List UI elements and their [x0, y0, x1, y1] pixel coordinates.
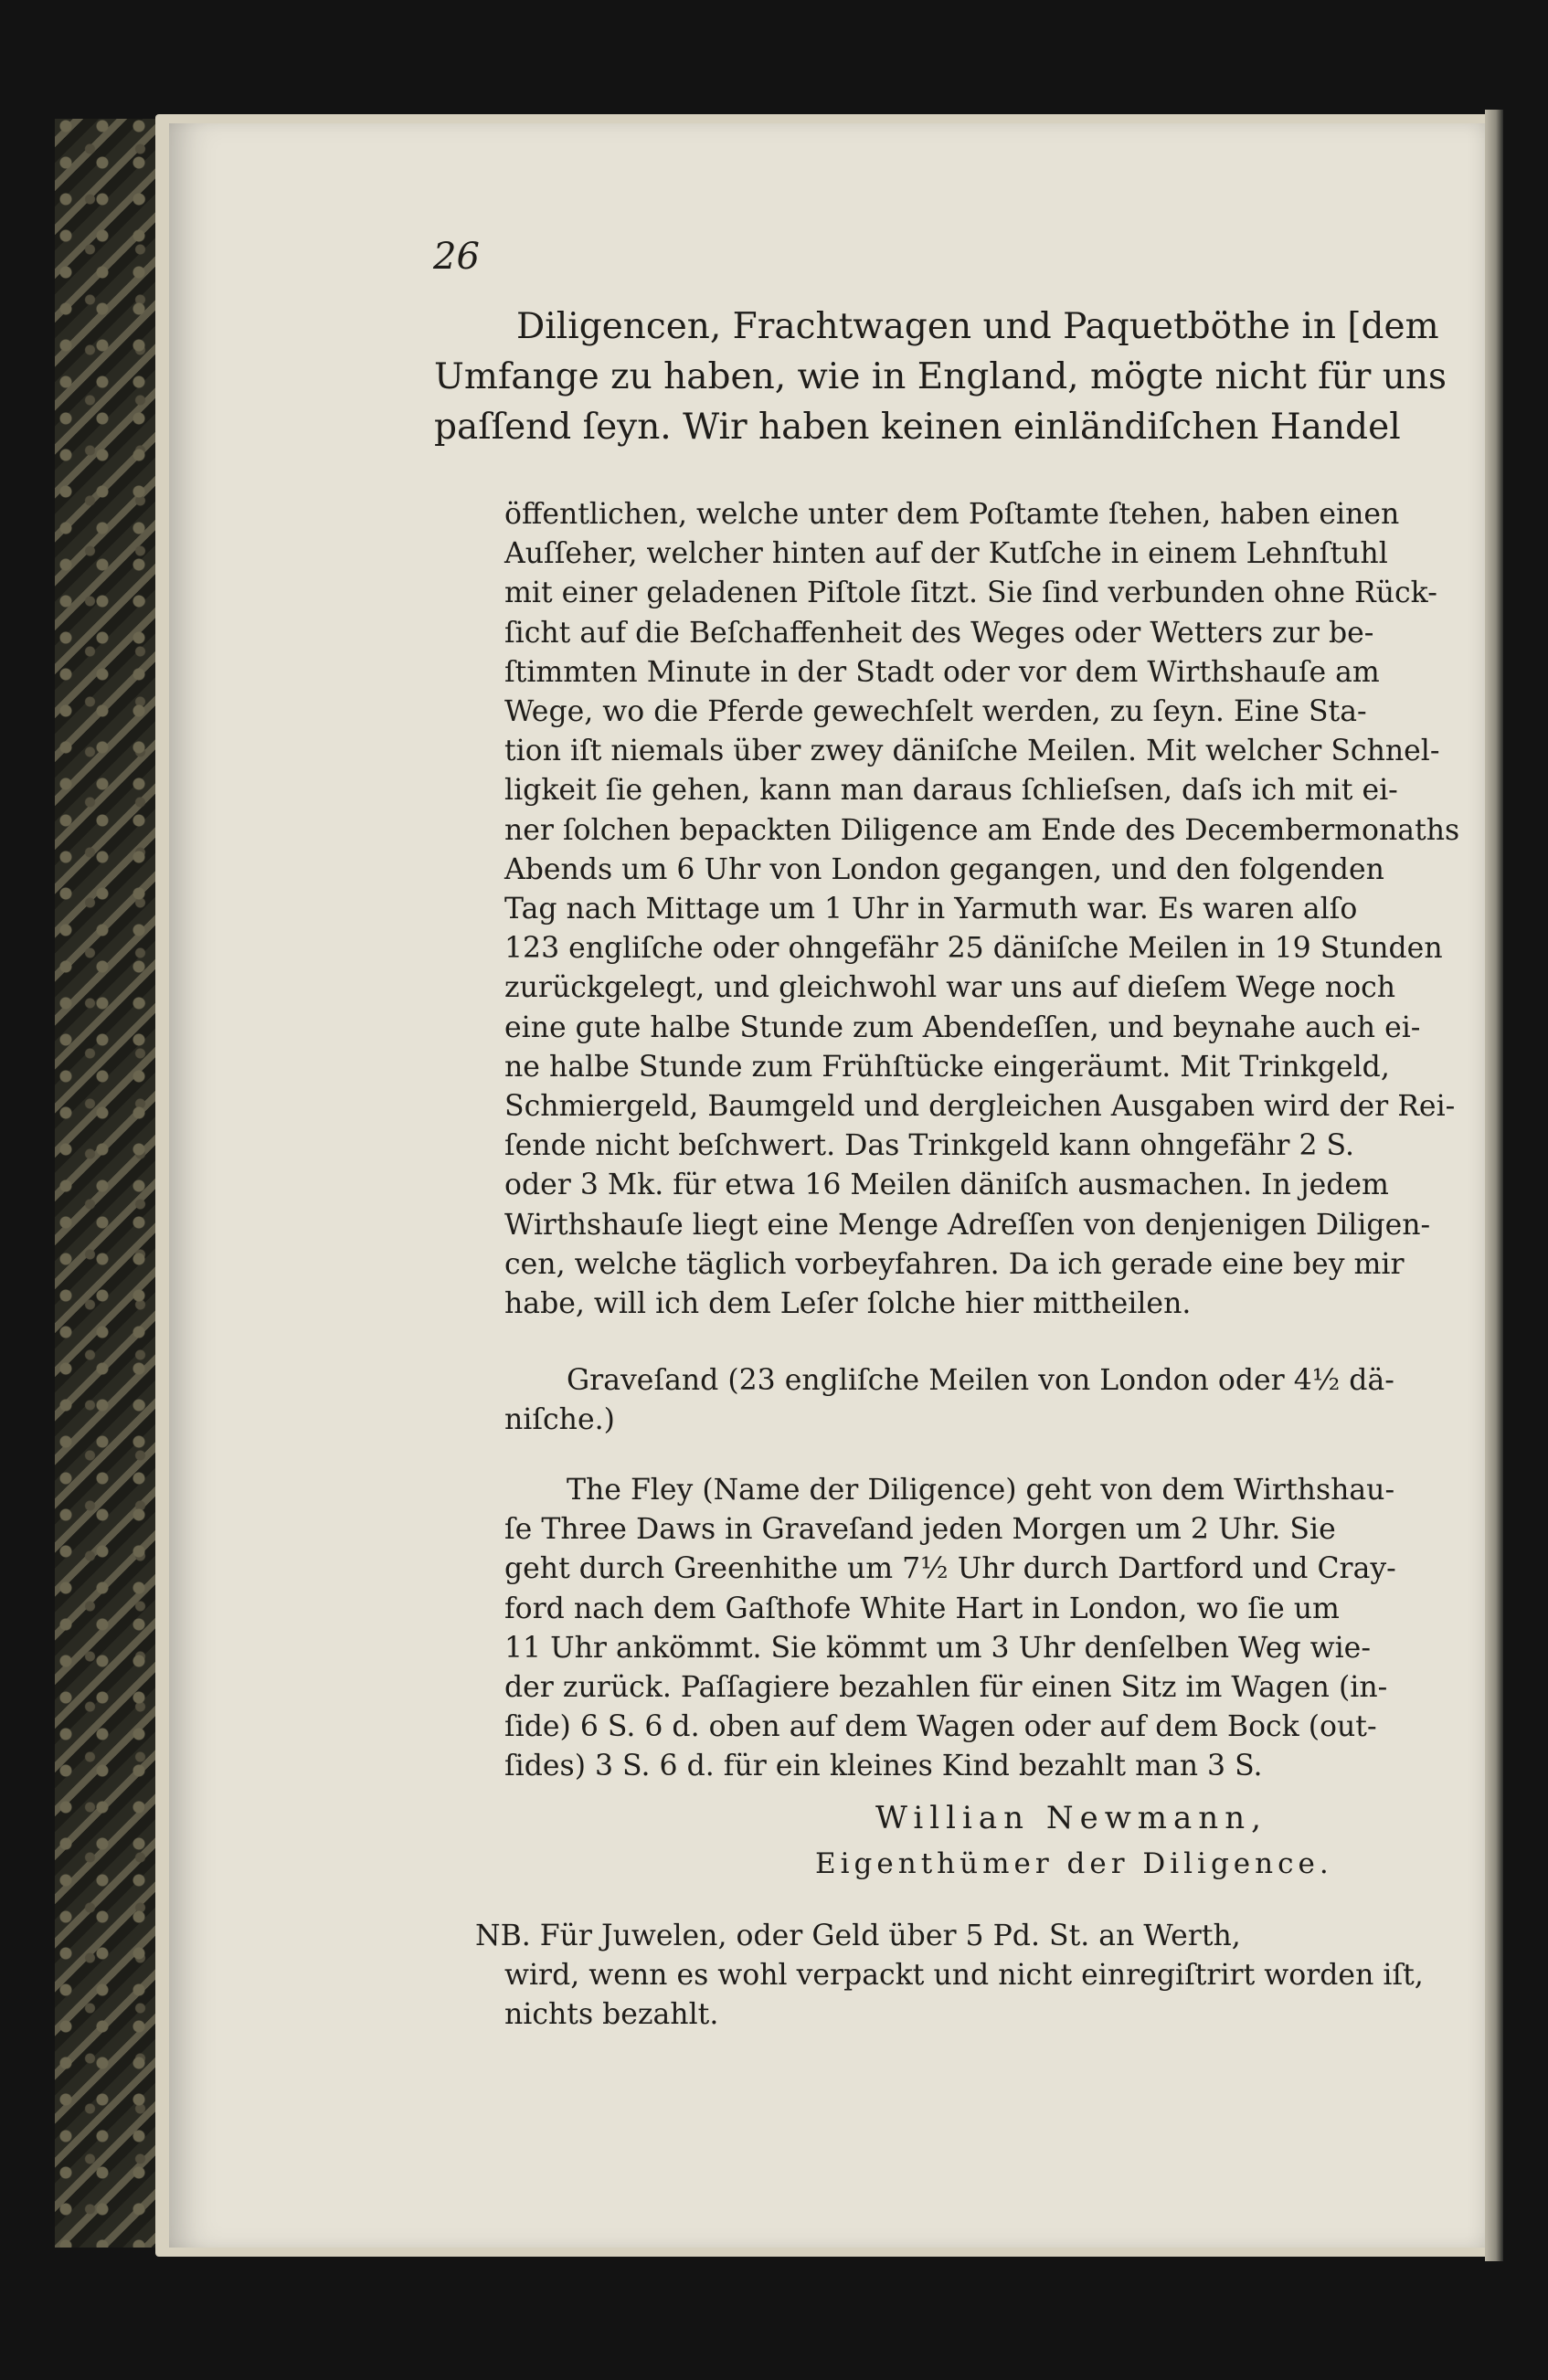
body-line: Auſſeher, welcher hinten auf der Kutſche in einem Lehnſtuhl — [504, 537, 1388, 571]
fley-line: geht durch Greenhithe um 7½ Uhr durch Dartford und Cray- — [504, 1552, 1396, 1586]
marbled-cover — [55, 119, 167, 2248]
body-line: zurückgelegt, und gleichwohl war uns auf dieſem Wege noch — [504, 971, 1396, 1005]
body-line: cen, welche täglich vorbeyfahren. Da ich gerade eine bey mir — [504, 1247, 1405, 1281]
body-line: habe, will ich dem Leſer ſolche hier mittheilen. — [504, 1287, 1192, 1321]
fley-paragraph — [504, 1471, 1400, 1787]
footnote-paragraph — [504, 495, 1460, 1324]
body-line: eine gute halbe Stunde zum Abendeſſen, und beynahe auch ei- — [504, 1010, 1421, 1044]
heading-line: niſche.) — [504, 1403, 615, 1437]
body-line: oder 3 Mk. für etwa 16 Meilen däniſch ausmachen. In jedem — [504, 1169, 1389, 1202]
signature-name: Willian Newmann, — [875, 1800, 1267, 1836]
body-line: Schmiergeld, Baumgeld und dergleichen Ausgaben wird der Rei- — [504, 1090, 1456, 1124]
body-line: ligkeit ſie gehen, kann man daraus ſchlieſsen, daſs ich mit ei- — [504, 774, 1398, 808]
fley-line: 11 Uhr ankömmt. Sie kömmt um 3 Uhr denſelben Weg wie- — [504, 1631, 1371, 1665]
fley-line: ſide) 6 S. 6 d. oben auf dem Wagen oder auf dem Bock (out- — [504, 1710, 1377, 1744]
page-edge-right — [1485, 110, 1503, 2261]
body-line: Abends um 6 Uhr von London gegangen, und den folgenden — [504, 852, 1384, 886]
nb-line: wird, wenn es wohl verpackt und nicht einregiſtrirt worden iſt, — [504, 1959, 1424, 1993]
fley-line: The Fley (Name der Diligence) geht von dem Wirthshau- — [567, 1474, 1395, 1507]
body-line: ne halbe Stunde zum Frühſtücke eingeräumt. Mit Trinkgeld, — [504, 1050, 1390, 1084]
body-line: ſicht auf die Beſchaffenheit des Weges oder Wetters zur be- — [504, 616, 1374, 650]
page-number: 26 — [433, 236, 480, 278]
body-line: Wirthshauſe liegt eine Menge Adreſſen von denjenigen Diligen- — [504, 1208, 1431, 1242]
heading-line: Graveſand (23 engliſche Meilen von London oder 4½ dä- — [567, 1364, 1394, 1397]
body-line: Tag nach Mittage um 1 Uhr in Yarmuth war. Es waren alſo — [504, 893, 1358, 926]
fley-line: der zurück. Paſſagiere bezahlen für einen Sitz im Wagen (in- — [504, 1671, 1388, 1705]
body-line: tion iſt niemals über zwey däniſche Meilen. Mit welcher Schnel- — [504, 735, 1440, 768]
route-heading — [504, 1361, 1400, 1440]
body-line: Wege, wo die Pferde gewechſelt werden, zu ſeyn. Eine Sta- — [504, 695, 1367, 729]
lead-line: Diligencen, Frachtwagen und Paquetböthe in [dem — [516, 306, 1439, 347]
body-line: öffentlichen, welche unter dem Poſtamte ſtehen, haben einen — [504, 498, 1400, 531]
fley-line: ford nach dem Gaſthofe White Hart in London, wo ſie um — [504, 1592, 1340, 1625]
body-line: mit einer geladenen Piſtole ſitzt. Sie ſind verbunden ohne Rück- — [504, 576, 1437, 610]
lead-line: paſſend ſeyn. Wir haben keinen einländiſchen Handel — [434, 407, 1401, 448]
lead-paragraph — [434, 301, 1447, 452]
nb-line: NB. Für Juwelen, oder Geld über 5 Pd. St. an Werth, — [475, 1920, 1241, 1952]
lead-line: Umfange zu haben, wie in England, mögte nicht für uns — [434, 356, 1447, 397]
fley-line: ſides) 3 S. 6 d. für ein kleines Kind bezahlt man 3 S. — [504, 1750, 1263, 1783]
body-line: ner ſolchen bepackten Diligence am Ende des Decembermonaths — [504, 813, 1460, 847]
body-line: ſende nicht beſchwert. Das Trinkgeld kann ohngefähr 2 S. — [504, 1129, 1355, 1163]
body-line: ſtimmten Minute in der Stadt oder vor dem Wirthshauſe am — [504, 655, 1380, 689]
signature-title: Eigenthümer der Diligence. — [815, 1847, 1333, 1880]
body-line: 123 engliſche oder ohngefähr 25 däniſche Meilen in 19 Stunden — [504, 932, 1443, 966]
fley-line: ſe Three Daws in Graveſand jeden Morgen um 2 Uhr. Sie — [504, 1513, 1336, 1547]
nb-line: nichts bezahlt. — [504, 1998, 719, 2032]
nb-paragraph — [475, 1917, 1424, 2036]
